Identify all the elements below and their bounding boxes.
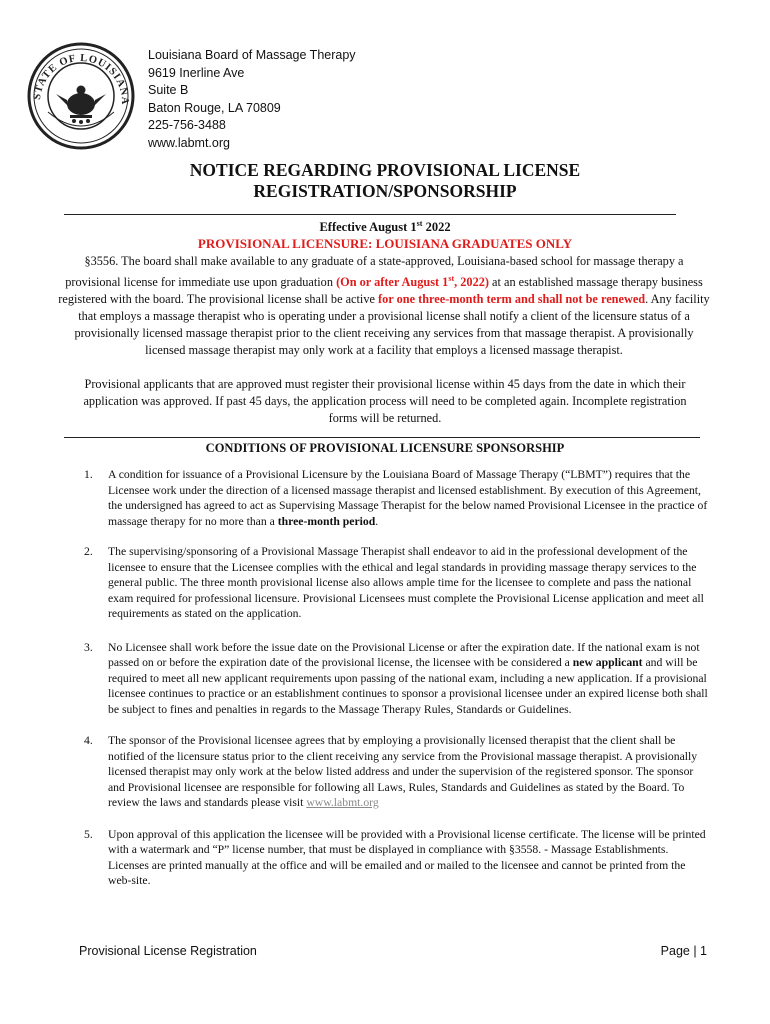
letterhead-address <box>148 47 356 153</box>
para1-text: §3556. The board shall make available to any graduate of a state-approved, Louisiana-based school for massage therapy a provisional license for immediate use upon graduation <box>65 254 684 290</box>
condition-text: A condition for issuance of a Provisional Licensure by the Louisiana Board of Massage Therapy (“LBMT”) requires that the Licensee work under the direction of a licensed massage therapist and licensed establishment. By execution of this Agreement, the undersigned has agreed to act as Supervising Massage Therapist for the below named Provisional Licensee in the practice of massage therapy for no more than a <box>108 468 708 528</box>
seal-outer-text: STATE OF LOUISIANA <box>31 52 131 106</box>
divider <box>64 437 700 438</box>
labmt-website-link[interactable]: www.labmt.org <box>306 796 379 809</box>
effective-prefix: Effective August 1 <box>319 220 417 235</box>
address-line: www.labmt.org <box>148 135 230 150</box>
condition-bold-text: new applicant <box>572 656 643 669</box>
list-number: 2. <box>84 545 93 558</box>
footer-title: Provisional License Registration <box>79 944 257 958</box>
para1-date-highlight: (On or after August 1st, 2022) <box>336 274 489 290</box>
condition-text: . <box>375 514 379 528</box>
list-item <box>80 640 710 718</box>
condition-text: Upon approval of this application the licensee will be provided with a Provisional license certificate. The license will be printed with a watermark and “P” license number, that must be displayed in compliance with §3558. - Massage Establishments. Licenses are printed manually at the office and will be emailed and or mailed to the licensee and cannot be printed from the web-site. <box>108 827 706 887</box>
list-number: 5. <box>84 827 93 841</box>
address-line: Suite B <box>148 83 189 98</box>
condition-text: No Licensee shall work before the issue date on the Provisional License or after the expiration date. If the national exam is not passed on or before the expiration date of the provisional license, the licensee with be considered a <box>108 640 700 669</box>
title-line-1: NOTICE REGARDING PROVISIONAL LICENSE <box>189 160 581 180</box>
state-seal-logo <box>26 40 136 152</box>
page-number: Page | 1 <box>660 944 707 958</box>
address-line: 225-756-3488 <box>148 118 226 133</box>
divider <box>64 214 676 215</box>
address-line: Louisiana Board of Massage Therapy <box>148 48 356 62</box>
condition-text: and will be required to meet all new applicant requirements upon passing of the national exam, including a new application. If a provisional licensee continues to practice or an establishment continues to sponsor a provisional licensee under an expired license both shall be subject to fines and penalties in regards to the Massage Therapy Rules, Standards or Guidelines. <box>108 656 708 716</box>
condition-bold-text: three-month period <box>277 514 376 528</box>
list-item <box>80 467 710 529</box>
conditions-heading: CONDITIONS OF PROVISIONAL LICENSURE SPONSORSHIP <box>205 441 565 455</box>
effective-date <box>0 219 770 235</box>
condition-text: The supervising/sponsoring of a Provisional Massage Therapist shall endeavor to aid in the professional development of the licensee to ensure that the Licensee complies with the ethical and legal standards in providing massage therapy services to the general public. The three month provisional license also allows ample time for the licensee to complete and pass the national exam required for professional licensure. Provisional Licensees must complete the Provisional License application and meet all requirements as stated on the application. <box>108 545 704 620</box>
list-number: 1. <box>84 468 93 481</box>
title-line-2: REGISTRATION/SPONSORSHIP <box>253 181 517 201</box>
provisional-licensure-paragraph <box>58 253 710 359</box>
para1-term-highlight: for one three-month term and shall not be renewed <box>378 292 646 307</box>
document-title <box>0 160 770 202</box>
para1-text: . Any facility that employs a massage therapist who is operating under a provisional license shall notify a client of the licensure status of a provisionally licensed massage therapist prior to the client receiving any services from that massage therapist. A provisionally licensed massage therapist may only work at a facility that employs a licensed massage therapist. <box>74 292 710 358</box>
registration-deadline-paragraph: Provisional applicants that are approved must register their provisional license within 45 days from the date in which their application was approved. If past 45 days, the application process will need to be completed again. Incomplete registration forms will be returned. <box>83 377 687 425</box>
list-item <box>80 827 710 889</box>
effective-suffix: 2022 <box>422 220 451 235</box>
section-subheading: PROVISIONAL LICENSURE: LOUISIANA GRADUATES ONLY <box>197 236 573 251</box>
list-item <box>80 544 710 622</box>
conditions-list <box>80 467 710 889</box>
list-number: 3. <box>84 640 93 654</box>
list-number: 4. <box>84 734 93 747</box>
address-line: Baton Rouge, LA 70809 <box>148 100 281 115</box>
condition-text: The sponsor of the Provisional licensee agrees that by employing a provisionally licensed therapist that the client shall be notified of the licensure status prior to the client receiving any service from the Provisional massage therapist. A provisionally licensed therapist may only work at the below listed address and under the supervision of the registered sponsor. The sponsor and Provisional licensee are responsible for following all Laws, Rules, Standards and Guidelines as stated by the Board. To review the laws and standards please visit <box>108 734 698 809</box>
list-item <box>80 733 710 811</box>
effective-sup: st <box>416 219 423 228</box>
address-line: 9619 Inerline Ave <box>148 65 245 80</box>
para1-text: at an established massage therapy business registered with the board. The provisional license shall be active <box>58 275 703 307</box>
